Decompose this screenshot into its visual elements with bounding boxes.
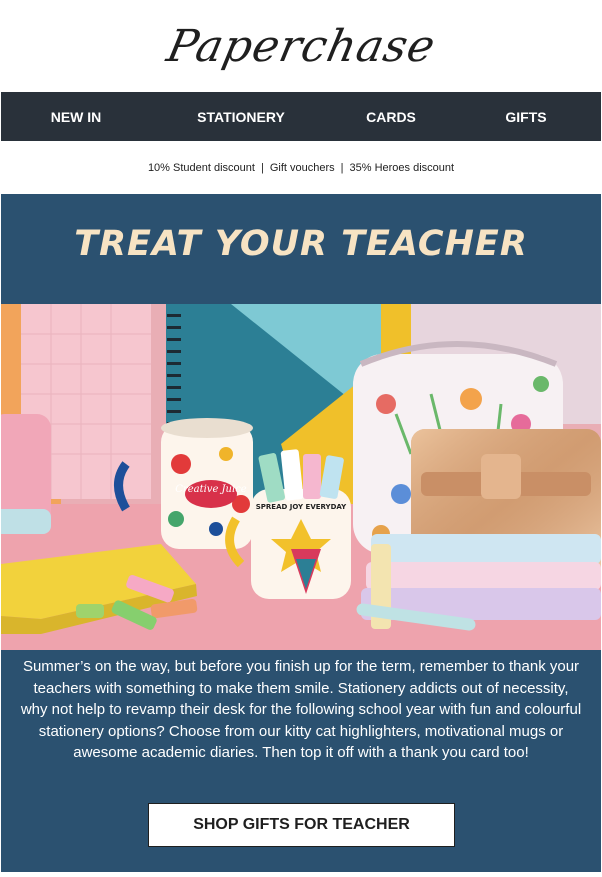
promo-link-heroes-discount[interactable]: 35% Heroes discount: [349, 161, 455, 174]
hero-title: TREAT YOUR TEACHER: [74, 224, 528, 264]
hero-body-copy: Summer’s on the way, but before you finish up for the term, remember to thank your teachers with something to make them smile. Stationery addicts out of necessity, why not help to revamp their desk for the following school year with fun and colourful stationery options? Choose from our kitty cat highlighters, motivational mugs or awesome academic diaries. Then top it off with a thank you card too!: [20, 658, 582, 761]
promo-separator: |: [340, 161, 344, 174]
mug-text-creative: Creative Juice: [175, 484, 247, 495]
brand-logo[interactable]: Paperchase: [162, 20, 440, 72]
nav-item-new-in[interactable]: NEW IN: [50, 108, 102, 125]
promo-link-gift-vouchers[interactable]: Gift vouchers: [269, 161, 335, 174]
main-nav: [1, 92, 601, 141]
nav-item-stationery[interactable]: STATIONERY: [197, 108, 285, 125]
stationery-illustration: [1, 304, 601, 650]
hero-product-photo[interactable]: [1, 304, 601, 650]
nav-item-cards[interactable]: CARDS: [366, 108, 416, 125]
promo-separator: |: [260, 161, 264, 174]
nav-item-gifts[interactable]: GIFTS: [505, 108, 547, 125]
header-logo-area: [0, 0, 602, 92]
hero-section: [1, 194, 601, 872]
promo-link-student-discount[interactable]: 10% Student discount: [147, 161, 255, 174]
shop-gifts-button[interactable]: SHOP GIFTS FOR TEACHER: [148, 803, 455, 847]
mug-text-spread-joy: SPREAD JOY EVERYDAY: [255, 503, 347, 511]
promo-bar: [0, 141, 602, 194]
